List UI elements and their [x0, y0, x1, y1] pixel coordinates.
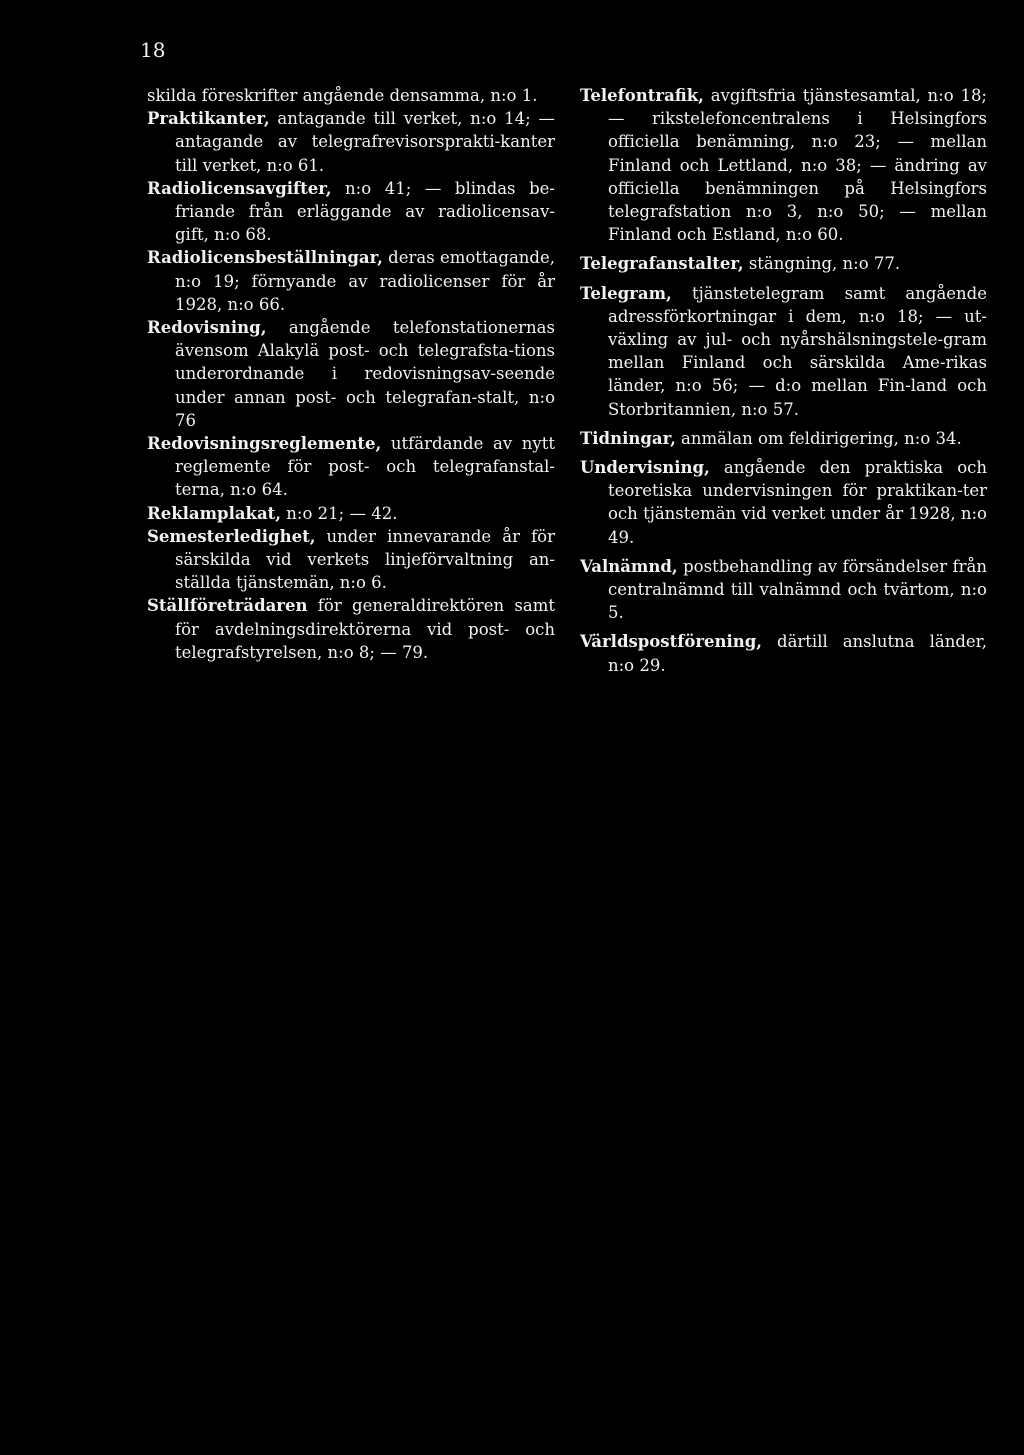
entry-text: stängning, n:o 77.	[743, 254, 901, 274]
index-entry	[580, 456, 987, 549]
index-entry	[147, 525, 555, 595]
index-entry	[147, 84, 555, 107]
entry-heading: Telefontrafik,	[580, 86, 704, 105]
entry-heading: Ställföreträdaren	[147, 596, 308, 616]
entry-heading: Redovisning,	[147, 318, 267, 338]
entry-text: angående telefonstationernas ävensom Alakylä post- och telegrafsta-tions underordnande i redovisningsav-seende under annan post- och telegrafan-stalt, n:o 76	[175, 318, 555, 430]
entry-heading: Undervisning,	[580, 458, 710, 478]
entry-text: tjänstetelegram samt angående adressförkortningar i dem, n:o 18; — ut-växling av jul- och nyårshälsningstele-gram mellan Finland och särskilda Ame-rikas länder, n:o 56; — d:o mellan Fin-land och Storbritannien, n:o 57.	[608, 283, 987, 419]
index-entry	[580, 282, 987, 421]
index-entry	[147, 432, 555, 502]
entry-text: angående den praktiska och teoretiska undervisningen för praktikan-ter och tjänstemän vid verket under år 1928, n:o 49.	[608, 458, 987, 547]
entry-heading: Radiolicensavgifter,	[147, 178, 332, 198]
index-entry	[580, 84, 987, 246]
entry-heading: Redovisningsreglemente,	[147, 434, 382, 454]
entry-heading: Valnämnd,	[580, 556, 678, 576]
entry-heading: Semesterledighet,	[147, 526, 316, 546]
entry-text: n:o 21; — 42.	[281, 503, 398, 523]
entry-text: deras emottagande, n:o 19; förnyande av radiolicenser för år 1928, n:o 66.	[175, 248, 555, 314]
index-column-left	[147, 84, 555, 664]
entry-heading: Praktikanter,	[147, 109, 270, 129]
entry-heading: Radiolicensbeställningar,	[147, 248, 383, 268]
index-entry	[147, 316, 555, 432]
page-number: 18	[140, 38, 166, 62]
entry-text: postbehandling av försändelser från centralnämnd till valnämnd och tvärtom, n:o 5.	[608, 556, 987, 623]
index-entry	[147, 246, 555, 316]
index-entry	[147, 107, 555, 177]
entry-heading: Världspostförening,	[580, 632, 763, 652]
entry-text: utfärdande av nytt reglemente för post- och telegrafanstal-terna, n:o 64.	[175, 434, 555, 500]
index-entry	[580, 555, 987, 625]
entry-heading: Tidningar,	[580, 428, 676, 448]
index-entry	[580, 630, 987, 676]
entry-text: därtill anslutna länder, n:o 29.	[608, 632, 987, 675]
entry-heading: Reklamplakat,	[147, 503, 282, 523]
entry-text: avgiftsfria tjänstesamtal, n:o 18; — rikstelefoncentralens i Helsingfors officiella benämning, n:o 23; — mellan Finland och Lettland, n:o 38; — ändring av officiella benämningen på Helsingfors telegrafstation n:o 3, n:o 50; — mellan Finland och Estland, n:o 60.	[608, 86, 987, 245]
index-entry	[147, 594, 555, 664]
entry-heading: Telegram,	[580, 283, 672, 303]
index-entry	[580, 427, 987, 450]
index-entry	[147, 177, 555, 247]
index-entry	[147, 502, 555, 525]
entry-text: n:o 41; — blindas be-friande från erläggande av radiolicensav-gift, n:o 68.	[175, 178, 555, 245]
index-entry	[580, 252, 987, 275]
entry-heading: Telegrafanstalter,	[580, 254, 744, 274]
entry-text: för generaldirektören samt för avdelningsdirektörerna vid post- och telegrafstyrelsen, n:o 8; — 79.	[175, 596, 555, 662]
index-column-right	[580, 84, 987, 683]
entry-text: under innevarande år för särskilda vid verkets linjeförvaltning an-ställda tjänstemän, n:o 6.	[175, 526, 555, 593]
entry-text: skilda föreskrifter angående densamma, n:o 1.	[147, 86, 538, 105]
entry-text: anmälan om feldirigering, n:o 34.	[675, 428, 962, 448]
entry-text: antagande till verket, n:o 14; — antagande av telegrafrevisorsprakti-kanter till verket, n:o 61.	[175, 109, 555, 175]
